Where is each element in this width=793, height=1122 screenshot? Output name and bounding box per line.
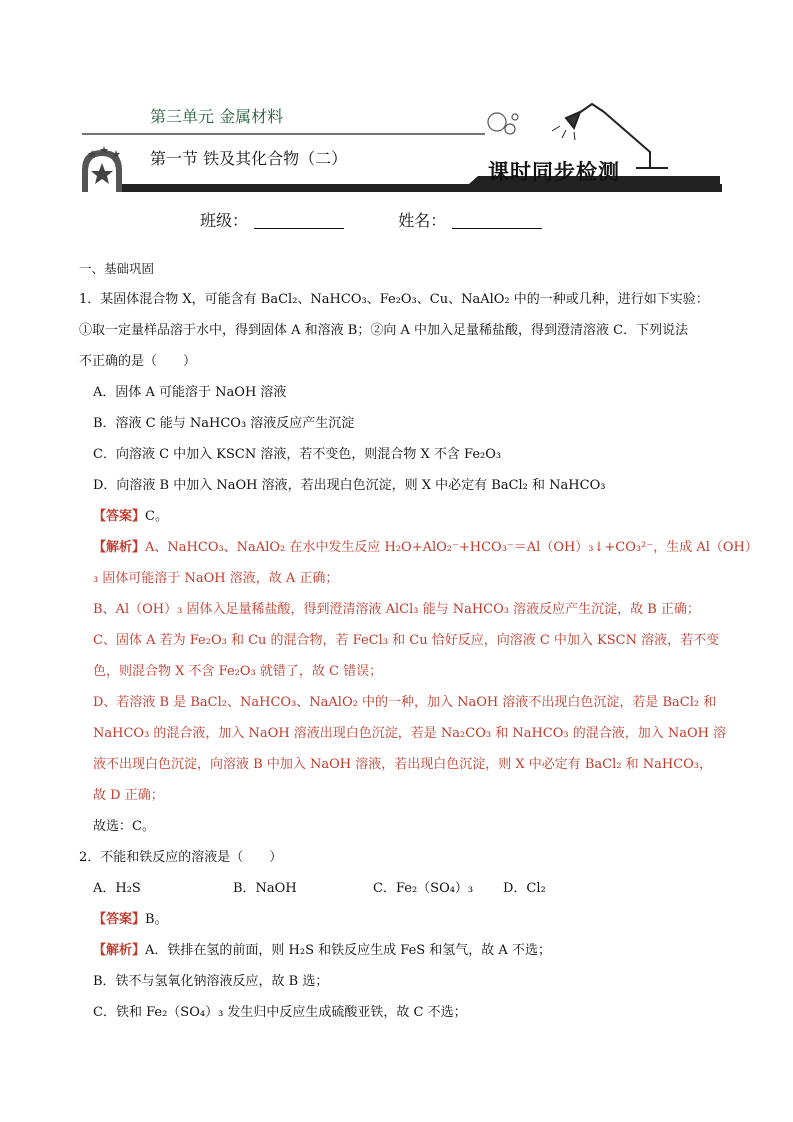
- q1-option-c: C．向溶液 C 中加入 KSCN 溶液，若不变色，则混合物 X 不含 Fe₂O₃: [93, 447, 502, 462]
- q2-analysis-2: B．铁不与氢氧化钠溶液反应，故 B 选；: [93, 974, 329, 989]
- unit-title: 第三单元 金属材料: [150, 107, 284, 126]
- analysis-text: A、NaHCO₃、NaAlO₂ 在水中发生反应 H₂O+AlO₂⁻+HCO₃⁻＝Al（OH）₃↓+CO₃²⁻，生成 Al（OH）: [145, 540, 758, 555]
- answer-tag: 【答案】: [93, 912, 146, 927]
- q1-option-a: A．固体 A 可能溶于 NaOH 溶液: [93, 385, 287, 400]
- q1-stem-line-2: ①取一定量样品溶于水中，得到固体 A 和溶液 B；②向 A 中加入足量稀盐酸，得到澄清溶液 C．下列说法: [79, 323, 689, 338]
- q2-analysis-1: [79, 935, 729, 966]
- q1-analysis-6: D、若溶液 B 是 BaCl₂、NaHCO₃、NaAlO₂ 中的一种，加入 NaOH 溶液不出现白色沉淀，若是 BaCl₂ 和: [93, 695, 717, 710]
- q1-analysis-1: [79, 532, 758, 563]
- answer-value: B。: [145, 912, 168, 927]
- q1-option-b: B．溶液 C 能与 NaHCO₃ 溶液反应产生沉淀: [93, 416, 355, 431]
- document-body: [79, 257, 758, 1028]
- analysis-tag: 【解析】: [93, 540, 146, 555]
- name-input-line[interactable]: [452, 212, 542, 229]
- q1-analysis-4: C、固体 A 若为 Fe₂O₃ 和 Cu 的混合物，若 FeCl₃ 和 Cu 恰好反应，向溶液 C 中加入 KSCN 溶液，若不变: [93, 633, 720, 648]
- q1-analysis-8: 液不出现白色沉淀，向溶液 B 中加入 NaOH 溶液，若出现白色沉淀，则 X 中必定有 BaCl₂ 和 NaHCO₃，: [93, 757, 713, 772]
- q1-analysis-3: B、Al（OH）₃ 固体入足量稀盐酸，得到澄清溶液 AlCl₃ 能与 NaHCO₃ 溶液反应产生沉淀，故 B 正确；: [93, 602, 700, 617]
- section-heading: 一、基础巩固: [79, 261, 155, 276]
- q2-option-c: C．Fe₂（SO₄）₃: [373, 881, 474, 896]
- question-1: [79, 284, 758, 842]
- q1-analysis-7: NaHCO₃ 的混合液，加入 NaOH 溶液出现白色沉淀，若是 Na₂CO₃ 和 NaHCO₃ 的混合液，加入 NaOH 溶: [93, 726, 727, 741]
- q2-stem: 2．不能和铁反应的溶液是（ ）: [79, 850, 283, 865]
- q1-analysis-2: ₃ 固体可能溶于 NaOH 溶液，故 A 正确；: [93, 571, 339, 586]
- question-2: [79, 842, 729, 1028]
- section-title: 第一节 铁及其化合物（二）: [150, 149, 348, 168]
- answer-tag: 【答案】: [93, 509, 146, 524]
- star-badge-icon: [82, 146, 122, 192]
- q2-analysis-3: C．铁和 Fe₂（SO₄）₃ 发生归中反应生成硫酸亚铁，故 C 不选；: [93, 1005, 467, 1020]
- q2-option-b: B．NaOH: [233, 881, 297, 896]
- q1-answer: [79, 501, 729, 532]
- analysis-tag: 【解析】: [93, 943, 146, 958]
- q2-answer: [79, 904, 729, 935]
- q2-option-d: D．Cl₂: [503, 881, 546, 896]
- answer-value: C。: [145, 509, 168, 524]
- q1-analysis-5: 色，则混合物 X 不含 Fe₂O₃ 就错了，故 C 错误；: [93, 664, 383, 679]
- q2-options: [79, 873, 729, 904]
- name-label: 姓名：: [398, 211, 447, 230]
- q1-stem-line-1: 1．某固体混合物 X，可能含有 BaCl₂、NaHCO₃、Fe₂O₃、Cu、NaAlO₂ 中的一种或几种，进行如下实验：: [79, 292, 709, 307]
- class-input-line[interactable]: [254, 212, 344, 229]
- q1-analysis-9: 故 D 正确；: [93, 788, 164, 803]
- student-fields: [200, 208, 542, 231]
- header-decoration: [0, 0, 793, 200]
- q2-option-a: A．H₂S: [93, 881, 141, 896]
- q1-option-d: D．向溶液 B 中加入 NaOH 溶液，若出现白色沉淀，则 X 中必定有 BaCl₂ 和 NaHCO₃: [93, 478, 606, 493]
- q1-analysis-10: 故选：C。: [93, 819, 155, 834]
- banner-title: 课时同步检测: [488, 159, 620, 184]
- analysis-text: A．铁排在氢的前面，则 H₂S 和铁反应生成 FeS 和氢气，故 A 不选；: [145, 943, 551, 958]
- bubble-icon: [488, 113, 518, 134]
- class-label: 班级：: [200, 211, 249, 230]
- q1-stem-line-3: 不正确的是（ ）: [79, 354, 197, 369]
